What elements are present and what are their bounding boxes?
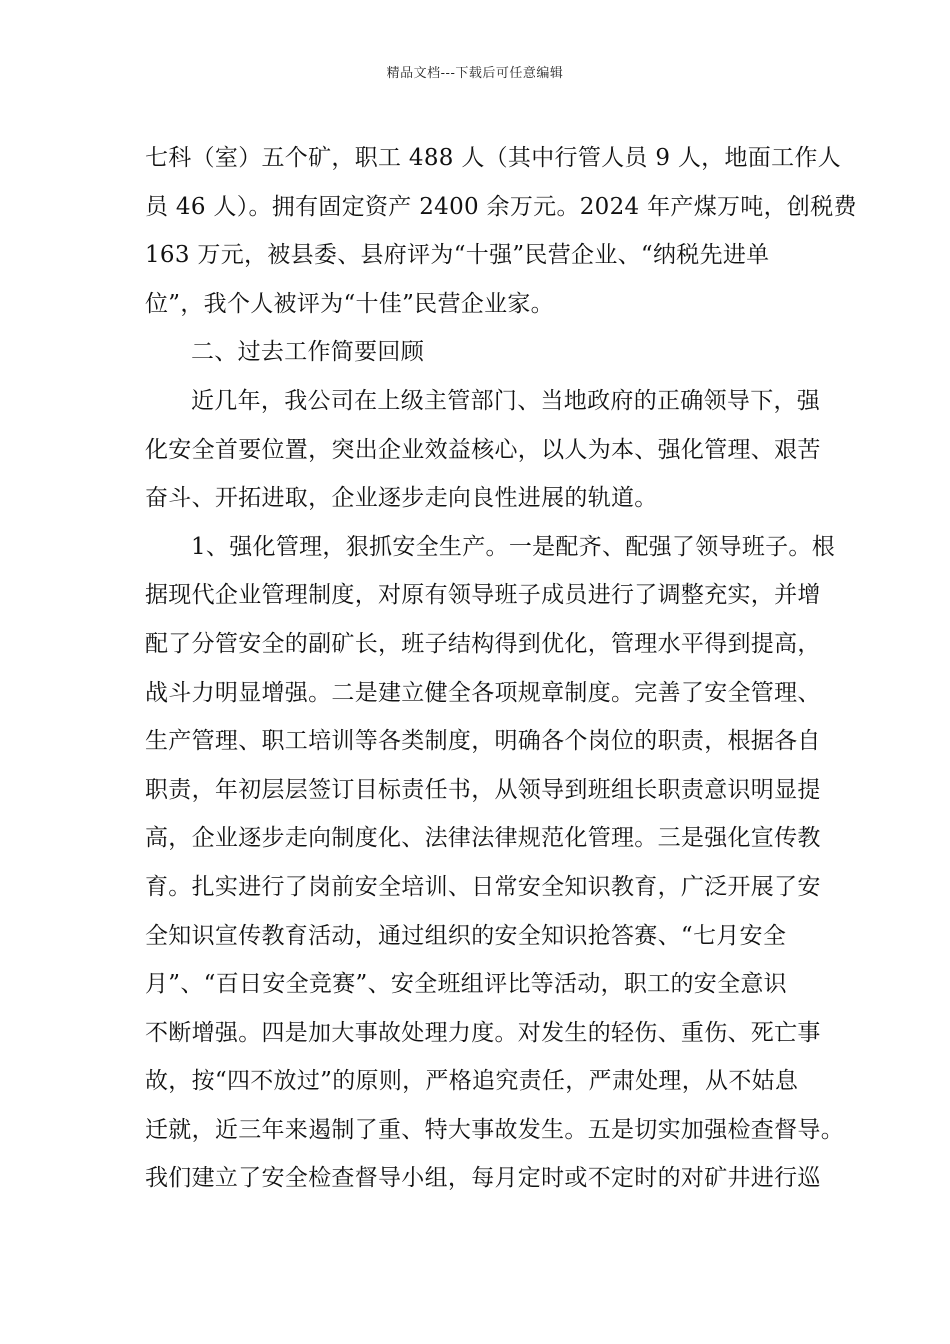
text-line: 全知识宣传教育活动，通过组织的安全知识抢答赛、“七月安全 <box>145 922 787 949</box>
text-line: 我们建立了安全检查督导小组，每月定时或不定时的对矿井进行巡 <box>145 1165 821 1192</box>
text-line: 故，按“四不放过”的原则，严格追究责任，严肃处理，从不姑息 <box>145 1068 799 1095</box>
text-line: 配了分管安全的副矿长，班子结构得到优化，管理水平得到提高， <box>145 630 821 657</box>
text-line: 化安全首要位置，突出企业效益核心，以人为本、强化管理、艰苦 <box>145 436 821 463</box>
text-line: 职责，年初层层签订目标责任书，从领导到班组长职责意识明显提 <box>145 776 821 803</box>
text-line: 奋斗、开拓进取，企业逐步走向良性进展的轨道。 <box>145 485 658 512</box>
text-line: 迁就，近三年来遏制了重、特大事故发生。五是切实加强检查督导。 <box>145 1116 844 1143</box>
document-body <box>145 134 857 1203</box>
text-line: 月”、“百日安全竞赛”、安全班组评比等活动，职工的安全意识 <box>145 971 787 998</box>
text-line: 育。扎实进行了岗前安全培训、日常安全知识教育，广泛开展了安 <box>145 873 821 900</box>
text-line: 不断增强。四是加大事故处理力度。对发生的轻伤、重伤、死亡事 <box>145 1019 821 1046</box>
text-line: 高，企业逐步走向制度化、法律法律规范化管理。三是强化宣传教 <box>145 825 821 852</box>
text-line: 1、强化管理，狠抓安全生产。一是配齐、配强了领导班子。根 <box>191 533 836 560</box>
page-header: 精品文档---下载后可任意编辑 <box>386 66 564 81</box>
text-line: 据现代企业管理制度，对原有领导班子成员进行了调整充实，并增 <box>145 582 821 609</box>
text-line: 位”，我个人被评为“十佳”民营企业家。 <box>145 290 554 317</box>
text-line: 近几年，我公司在上级主管部门、当地政府的正确领导下，强 <box>191 387 821 414</box>
text-line: 战斗力明显增强。二是建立健全各项规章制度。完善了安全管理、 <box>145 679 821 706</box>
text-line: 163 万元，被县委、县府评为“十强”民营企业、“纳税先进单 <box>145 242 770 269</box>
text-line: 七科（室）五个矿，职工 488 人（其中行管人员 9 人，地面工作人 <box>145 145 841 171</box>
text-line: 员 46 人）。拥有固定资产 2400 余万元。2024 年产煤万吨，创税费 <box>145 193 857 220</box>
section-heading: 二、过去工作简要回顾 <box>191 339 424 366</box>
text-line: 生产管理、职工培训等各类制度，明确各个岗位的职责，根据各自 <box>145 728 821 755</box>
